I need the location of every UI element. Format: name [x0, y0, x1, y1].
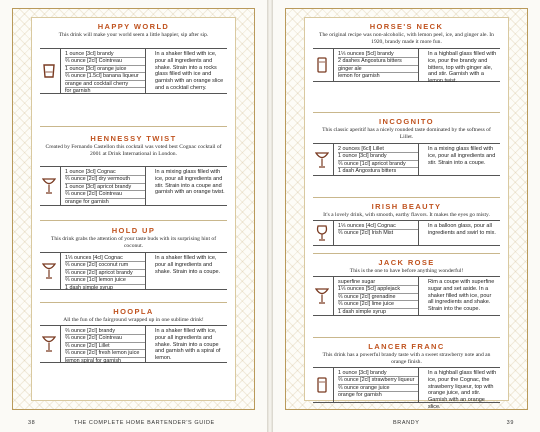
recipe-method: Rim a coupe with superfine sugar and set aside. In a shaker filled with ice, pour all ingredients and shake. Strain into the coupe. [428, 279, 495, 313]
ingredient: 2 dashes Angostura bitters [338, 58, 418, 65]
recipe-table [313, 143, 500, 176]
ingredient: lemon for garnish [338, 73, 380, 80]
ingredient: ⅔ ounce [1cl] apricot brandy [338, 161, 418, 168]
recipe-table [40, 48, 227, 94]
ingredient: ⅔ ounce [2cl] brandy [65, 328, 145, 335]
recipe-title: INCOGNITO [379, 117, 434, 126]
ingredient: orange for garnish [65, 198, 109, 205]
ingredient: 1 ounce [3cl] apricot brandy [65, 184, 145, 191]
recipe-description: This drink grabs the attention of your taste buds with its surprising hint of coconut. [50, 236, 217, 250]
art-deco-frame [285, 8, 528, 410]
ingredient: 1 ounce [3cl] Cognac [65, 169, 145, 176]
recipe-title: HOLD UP [111, 226, 156, 235]
recipe-description: It's a lovely drink, with smooth, earthy flavors. It makes the eyes go misty. [323, 212, 490, 218]
ingredient: 1 dash Angostura bitters [338, 168, 397, 175]
recipe-hennessy-twist [32, 132, 235, 205]
rocks-glass-icon [40, 49, 58, 93]
ingredient: 1 ounce [3cl] brandy [338, 153, 418, 160]
ingredient: ⅔ ounce [2cl] Cointreau [65, 335, 145, 342]
ingredient: ⅔ ounce [2cl] Cointreau [65, 191, 145, 198]
ingredient: ⅔ ounce [2cl] strawberry liqueur [338, 377, 418, 384]
ingredient: 1⅓ ounces [5cl] applejack [338, 286, 418, 293]
recipe-irish-beauty [305, 200, 508, 237]
recipe-table [313, 48, 500, 85]
section-divider [313, 197, 500, 198]
ingredient: 1 dash simple syrup [338, 308, 386, 315]
ingredient: ⅔ ounce [2cl] coconut rum [65, 262, 145, 269]
recipe-method: In a shaker filled with ice, pour all ingredients and shake. Strain into a coupe and garnish with a spiral of lemon. [155, 328, 221, 362]
highball-glass-icon [313, 368, 331, 402]
recipe-title: LANCER FRANC [368, 342, 445, 351]
ingredient: ⅔ ounce [1.5cl] banana liqueur [65, 73, 145, 80]
recipe-title: IRISH BEAUTY [371, 202, 442, 211]
ingredient-list [333, 221, 419, 245]
ingredient: ⅔ ounce [2cl] grenadine [338, 294, 418, 301]
running-footer: BRANDY [393, 420, 420, 426]
coupe-glass-icon [40, 326, 58, 362]
ingredient-list [333, 144, 419, 175]
section-divider [313, 337, 500, 338]
ingredient: ⅔ ounce [2cl] Irish Mist [338, 230, 394, 237]
recipe-method: In a mixing glass filled with ice, pour all ingredients and stir. Strain into a coupe and garnish with an orange twist. [155, 169, 225, 196]
ingredient: 1⅓ ounces [4cl] Cognac [338, 223, 418, 230]
recipe-method: In a highball glass filled with ice, pour the brandy and bitters, top with ginger ale, and stir. Garnish with a lemon twist. [428, 51, 497, 85]
running-footer: THE COMPLETE HOME BARTENDER'S GUIDE [74, 420, 215, 426]
recipe-jack-rose [305, 256, 508, 315]
recipe-table [40, 252, 227, 290]
recipe-table [40, 325, 227, 363]
ingredient: ⅔ ounce [2cl] dry vermouth [65, 176, 145, 183]
recipe-incognito [305, 115, 508, 175]
section-divider [40, 302, 227, 303]
coupe-glass-icon [40, 167, 58, 205]
section-divider [40, 126, 227, 127]
ingredient: ⅔ ounce [2cl] Cointreau [65, 58, 145, 65]
ingredient: 1 dash simple syrup [65, 284, 113, 291]
ingredient: ⅔ ounce [2cl] lime juice [338, 301, 418, 308]
ingredient: 1⅓ ounces [5cl] brandy [338, 51, 418, 58]
recipe-title: HENNESSY TWIST [90, 134, 177, 143]
right-page [273, 0, 540, 432]
recipe-happy-world [32, 20, 235, 95]
recipe-description: Created by Fernando Castellon this cocktail was voted best Cognac cocktail of 2001 at Drink International in London. [45, 144, 222, 158]
ingredient: 2 ounces [6cl] Lillet [338, 146, 418, 153]
recipe-table [313, 276, 500, 316]
coupe-glass-icon [40, 253, 58, 289]
highball-glass-icon [313, 49, 331, 81]
ingredient-list [333, 368, 419, 402]
ingredient-list [60, 167, 146, 205]
ingredient: for garnish [65, 88, 91, 95]
left-page [0, 0, 267, 432]
section-divider [313, 253, 500, 254]
ingredient: 1 ounce [3cl] orange juice [65, 66, 145, 73]
ingredient: ginger ale [338, 66, 418, 73]
section-divider [313, 112, 500, 113]
recipe-title: HAPPY WORLD [97, 22, 170, 31]
recipe-description: All the fun of the fairground wrapped up in one sublime drink! [63, 317, 204, 323]
page-number: 39 [506, 420, 514, 426]
ingredient: ⅔ ounce [2cl] fresh lemon juice [65, 350, 145, 357]
recipe-horses-neck [305, 20, 508, 85]
recipe-description: This classic aperitif has a nicely rounded taste dominated by the softness of Lillet. [322, 127, 491, 141]
recipe-method: In a shaker filled with ice, pour all ingredients and shake. Strain into a rocks glass filled with ice and garnish with an orange slice and a cocktail cherry. [155, 51, 224, 91]
ingredient: ⅔ ounce [2cl] apricot brandy [65, 270, 145, 277]
ingredient: orange and cocktail cherry [65, 81, 145, 88]
balloon-glass-icon [313, 221, 331, 245]
ingredient: ⅔ ounce orange juice [338, 385, 418, 392]
recipe-method: In a mixing glass filled with ice, pour all ingredients and stir. Strain into a coupe. [428, 146, 496, 166]
recipe-method: In a highball glass filled with ice, pour the Cognac, the strawberry liqueur, top with orange juice, and stir. Garnish with an orange slice. [428, 370, 497, 410]
recipe-hoopla [32, 305, 235, 364]
ingredient-list [333, 277, 419, 315]
ingredient-list [60, 326, 146, 362]
page-number: 38 [28, 420, 36, 426]
coupe-glass-icon [313, 277, 331, 315]
recipe-method: In a balloon glass, pour all ingredients and swirl to mix. [428, 223, 496, 236]
ingredient: ⅔ ounce [2cl] Lillet [65, 343, 145, 350]
ingredient: superfine sugar [338, 279, 418, 286]
recipe-hold-up [32, 224, 235, 291]
recipe-panel [304, 17, 509, 410]
ingredient: lemon spiral for garnish [65, 357, 122, 364]
recipe-lancer-franc [305, 340, 508, 410]
recipe-title: JACK ROSE [378, 258, 435, 267]
ingredient-list [60, 253, 146, 289]
ingredient: ⅔ ounce [1cl] lemon juice [65, 277, 145, 284]
art-deco-frame [12, 8, 255, 410]
recipe-panel [31, 17, 236, 401]
recipe-description: This drink has a powerful brandy taste with a sweet strawberry note and an orange finish. [322, 352, 491, 366]
recipe-description: This drink will make your world seem a little happier, sip after sip. [58, 32, 209, 38]
recipe-table [313, 367, 500, 410]
ingredient: 1⅓ ounces [4cl] Cognac [65, 255, 145, 262]
ingredient: orange for garnish [338, 392, 382, 399]
ingredient-list [60, 49, 146, 93]
ingredient: 1 ounce [3cl] brandy [338, 370, 418, 377]
recipe-table [313, 220, 500, 246]
recipe-description: This is the one to have before anything wonderful! [349, 268, 464, 274]
ingredient: 1 ounce [3cl] brandy [65, 51, 145, 58]
recipe-description: The original recipe was non-alcoholic, with lemon peel, ice, and ginger ale. In 1920, brandy made it more fun. [319, 32, 494, 46]
recipe-title: HORSE'S NECK [369, 22, 444, 31]
section-divider [40, 220, 227, 221]
coupe-glass-icon [313, 144, 331, 175]
ingredient-list [333, 49, 419, 81]
recipe-title: HOOPLA [113, 307, 154, 316]
recipe-method: In a shaker filled with ice, pour all ingredients and shake. Strain into a coupe. [155, 255, 221, 275]
recipe-table [40, 166, 227, 206]
